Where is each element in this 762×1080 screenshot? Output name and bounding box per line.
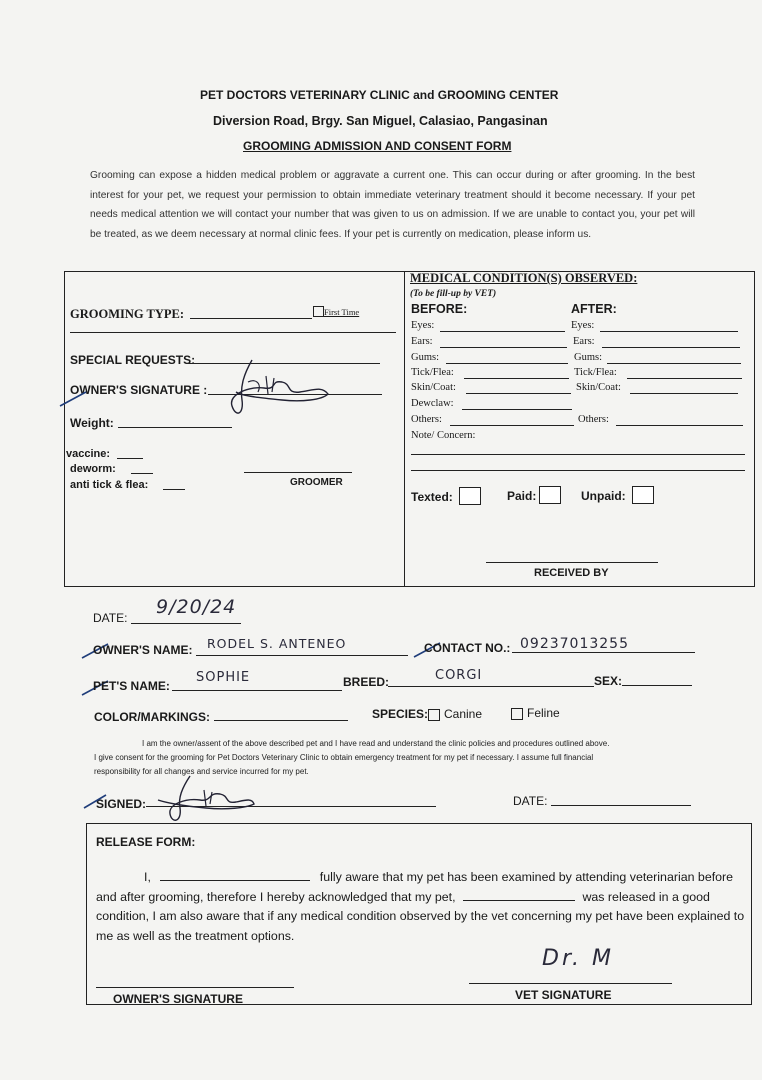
check-mark-signed [82, 792, 108, 810]
sex-label: SEX: [594, 674, 623, 688]
species-label: SPECIES: [372, 707, 429, 721]
signed-label: SIGNED: [96, 797, 147, 811]
before-skin-field[interactable] [466, 393, 571, 394]
groomer-signature-field[interactable] [244, 472, 352, 473]
date-field[interactable]: 9/20/24 [156, 596, 237, 618]
vet-handwritten-signature: Dr. M [542, 946, 614, 971]
release-paragraph [96, 868, 746, 946]
release-part1: fully aware that my pet has been examined by attending veterinarian before and after grooming, therefore I hereby acknowledged that my pet, [96, 870, 734, 904]
table-divider [404, 271, 405, 587]
before-others-field[interactable] [450, 425, 574, 426]
medical-condition-title: MEDICAL CONDITION(S) OBSERVED: [410, 271, 638, 285]
intro-paragraph: Grooming can expose a hidden medical problem or aggravate a current one. This can occur during or after grooming. In the best interest for your pet, we request your permission to obtain immediate veterinary treatment should it become necessary. If your pet needs medical attention we will contact your number that was given to us on admission. If we are unable to contact you, your pet will be treated, as we deem necessary at normal clinic fees. If your pet is currently on medication, please inform us. [90, 170, 695, 240]
release-owner-signature-label: OWNER'S SIGNATURE [113, 992, 243, 1006]
before-eyes-label: Eyes: [411, 320, 435, 331]
after-others-label: Others: [578, 414, 609, 425]
consent-line-1: I am the owner/assent of the above described pet and I have read and understand the clinic policies and procedures outlined above. [142, 739, 610, 748]
breed-line [388, 686, 594, 687]
unpaid-label: Unpaid: [581, 489, 626, 503]
before-dewclaw-field[interactable] [462, 409, 572, 410]
before-ears-field[interactable] [440, 347, 567, 348]
owner-name-field[interactable]: RODEL S. ANTENEO [207, 636, 347, 651]
weight-field[interactable] [118, 427, 232, 428]
note-line-2[interactable] [411, 470, 745, 471]
release-part2: was released in a good condition, I am also aware that if any medical condition observed by the vet concerning my pet have been explained to me as well as the treatment options. [96, 889, 745, 943]
contact-field[interactable]: 09237013255 [520, 636, 629, 652]
canine-checkbox[interactable] [428, 709, 440, 721]
weight-label: Weight: [70, 416, 114, 430]
breed-label: BREED: [343, 675, 390, 689]
contact-line [512, 652, 695, 653]
special-requests-label: SPECIAL REQUESTS: [70, 353, 196, 367]
owner-signature-label: OWNER'S SIGNATURE : [70, 383, 208, 397]
grooming-type-line2 [70, 332, 396, 333]
before-tick-field[interactable] [464, 378, 569, 379]
sex-field[interactable] [622, 685, 692, 686]
before-eyes-field[interactable] [440, 331, 565, 332]
after-gums-field[interactable] [607, 363, 741, 364]
before-tick-label: Tick/Flea: [411, 367, 454, 378]
anti-tick-label: anti tick & flea: [70, 479, 149, 491]
consent-date-label: DATE: [513, 794, 548, 808]
release-owner-name-field[interactable] [160, 868, 310, 881]
before-gums-label: Gums: [411, 352, 440, 363]
after-skin-field[interactable] [630, 393, 738, 394]
color-label: COLOR/MARKINGS: [94, 710, 210, 724]
release-i: I, [144, 870, 151, 884]
release-pet-name-field[interactable] [463, 888, 575, 901]
grooming-type-label: GROOMING TYPE: [70, 307, 185, 321]
canine-label: Canine [444, 707, 483, 721]
release-form-title: RELEASE FORM: [96, 835, 196, 849]
note-concern-label: Note/ Concern: [411, 430, 476, 441]
before-ears-label: Ears: [411, 336, 433, 347]
form-title: GROOMING ADMISSION AND CONSENT FORM [243, 139, 512, 153]
date-label: DATE: [93, 611, 128, 625]
consent-line-3: responsibility for all changes and service incurred for my pet. [94, 767, 309, 776]
after-tick-label: Tick/Flea: [574, 367, 617, 378]
vaccine-field[interactable] [117, 458, 143, 459]
received-by-field[interactable] [486, 562, 658, 563]
before-gums-field[interactable] [446, 363, 568, 364]
clinic-address: Diversion Road, Brgy. San Miguel, Calasiao, Pangasinan [213, 114, 548, 128]
medical-condition-subtitle: (To be fill-up by VET) [410, 289, 497, 299]
grooming-type-field[interactable] [190, 318, 312, 319]
deworm-label: deworm: [70, 463, 116, 475]
before-others-label: Others: [411, 414, 442, 425]
species-feline-option[interactable] [511, 706, 560, 720]
owner-signature-drawing [222, 356, 337, 418]
after-ears-field[interactable] [602, 347, 740, 348]
date-field-line [131, 623, 241, 624]
vaccine-label: vaccine: [66, 448, 111, 460]
before-heading: BEFORE: [411, 302, 468, 316]
before-skin-label: Skin/Coat: [411, 382, 456, 393]
before-dewclaw-label: Dewclaw: [411, 398, 454, 409]
pet-name-field[interactable]: SOPHIE [196, 670, 251, 685]
texted-checkbox[interactable] [459, 487, 481, 505]
groomer-label: GROOMER [290, 477, 343, 488]
signed-signature-drawing [150, 772, 260, 824]
after-heading: AFTER: [571, 302, 617, 316]
after-gums-label: Gums: [574, 352, 603, 363]
first-time-label: First Time [324, 307, 360, 317]
note-line-1[interactable] [411, 454, 745, 455]
pet-name-label: PET'S NAME: [93, 679, 170, 693]
after-eyes-field[interactable] [600, 331, 738, 332]
first-time-checkbox[interactable] [313, 306, 324, 317]
after-eyes-label: Eyes: [571, 320, 595, 331]
color-field[interactable] [214, 720, 348, 721]
texted-label: Texted: [411, 490, 453, 504]
feline-label: Feline [527, 706, 560, 720]
consent-date-field[interactable] [551, 805, 691, 806]
release-owner-signature-field[interactable] [96, 987, 294, 988]
species-canine-option[interactable] [428, 707, 482, 721]
received-by-label: RECEIVED BY [534, 567, 609, 579]
contact-label: CONTACT NO.: [424, 641, 511, 655]
breed-field[interactable]: CORGI [435, 668, 483, 683]
after-tick-field[interactable] [627, 378, 742, 379]
paid-label: Paid: [507, 489, 537, 503]
after-ears-label: Ears: [573, 336, 595, 347]
vet-signature-field[interactable] [469, 983, 672, 984]
feline-checkbox[interactable] [511, 708, 523, 720]
owner-name-label: OWNER'S NAME: [93, 643, 193, 657]
after-others-field[interactable] [616, 425, 743, 426]
check-mark-owner-sig [58, 388, 88, 408]
clinic-name: PET DOCTORS VETERINARY CLINIC and GROOMING CENTER [200, 88, 559, 102]
after-skin-label: Skin/Coat: [576, 382, 621, 393]
paid-checkbox[interactable] [539, 486, 561, 504]
anti-tick-field[interactable] [163, 489, 185, 490]
vet-signature-label: VET SIGNATURE [515, 988, 612, 1002]
owner-name-line [196, 655, 408, 656]
unpaid-checkbox[interactable] [632, 486, 654, 504]
pet-name-line [172, 690, 342, 691]
deworm-field[interactable] [131, 473, 153, 474]
consent-line-2: I give consent for the grooming for Pet Doctors Veterinary Clinic to obtain emergency treatment for my pet if necessary. I assume full financial [94, 753, 594, 762]
